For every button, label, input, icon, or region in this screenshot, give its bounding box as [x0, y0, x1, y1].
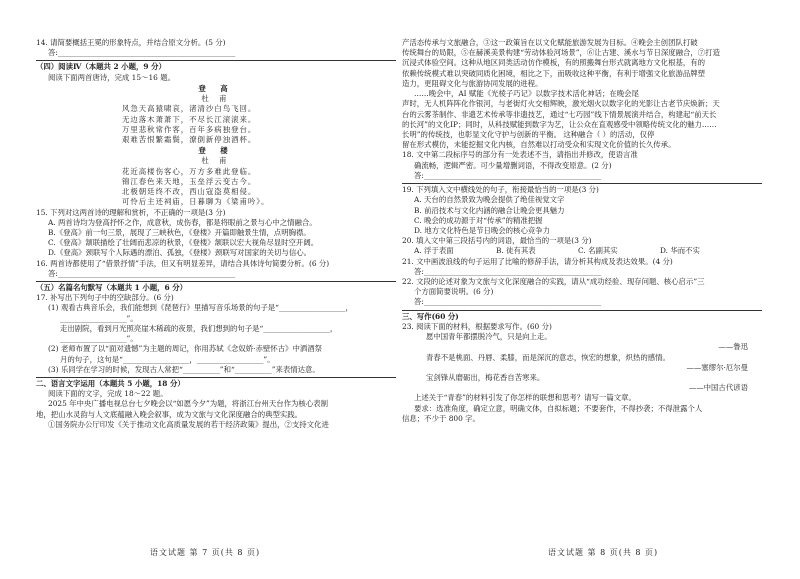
poem-author: 杜 甫: [201, 94, 231, 104]
passage-line: ……晚会中，AI 赋能《光棱子巧记》以数字技术活化神话；在晚会尾: [414, 89, 639, 99]
poem-author: 杜 甫: [201, 156, 231, 166]
passage-line: ①国务院办公厅印发《关于推动文化高质量发展的若干经济政策》提出，②支持文化进: [48, 419, 329, 429]
passage-line: 留在形式模仿，未能挖掘文化内核，自然难以打动受众和实现文化价值的长久传承。: [402, 140, 676, 150]
section-reading-4: （四）阅读Ⅳ（本题共 2 小题，9 分）: [36, 62, 166, 72]
q19-option-b: B. 前沿技术与文化内涵的融合让晚会更具魅力: [414, 205, 565, 215]
q17-part1-b: 走出剧院，看到月光照亮崖木稀疏的夜景，我们想到的句子是“__________________，: [60, 323, 338, 333]
reading-instruction: 阅读下面的文字，完成 18～22 题。: [48, 389, 168, 399]
section-writing: 三、写作(60 分): [402, 311, 459, 321]
q20-option-b: B. 徒有其表: [496, 246, 536, 256]
divider: [36, 60, 396, 61]
passage-line: 传统舞台的局限，⑤在赫溪美景构建“劳动体验河场景”，⑥让古建、溪水与节日深度融合，⑦打造: [402, 48, 720, 58]
divider: [402, 183, 762, 184]
divider: [36, 281, 396, 282]
q19-option-c: C. 晚会的成功源于对“传承”的精准把握: [414, 215, 543, 225]
q20-option-d: D. 华而不实: [660, 246, 700, 256]
poem-line: 艰难苦恨繁霜鬓，潦倒新停浊酒杯。: [122, 134, 257, 144]
right-page: [402, 38, 762, 424]
quote-source: ——塞缪尔·厄尔曼: [686, 362, 748, 372]
q17-part1-cont: __________________”。: [60, 313, 138, 323]
passage-line: 依赖传统模式难以突破同质化困境，相比之下，而吸收这种平衡，有利于增强文化旅游品牌塑: [402, 68, 706, 78]
q23-text: 23. 阅读下面的材料，根据要求写作。(60 分): [402, 321, 552, 331]
q22-text-cont: 个方面简要说明。(6 分): [414, 287, 494, 297]
q15-option-b: B.《登高》前一句三景，展现了三峡秋色，《登楼》开篇即触景生情，点明胸襟。: [48, 227, 311, 237]
answer-line: 答:________________________________________________: [414, 297, 602, 307]
quote-text: 宝剑锋从磨砺出，梅花香自苦寒来。: [426, 373, 545, 382]
quote-source: ——中国古代谚语: [688, 383, 748, 393]
answer-line: 答:________________________________________________: [48, 48, 236, 58]
quote-source: ——鲁迅: [718, 342, 748, 352]
left-page: [36, 38, 396, 430]
passage-line: 的长河”的文化IP；同时，从科技赋能到数字为艺，让公众在直观感受中领略传统文化的魅力……: [402, 119, 717, 129]
q17-text: 17. 补写出下列句子中的空缺部分。(6 分): [36, 293, 174, 303]
quote-text: 愿中国青年都摆脱冷气，只是向上走。: [426, 332, 552, 342]
q17-part2: (2) 老师布置了以“面对遗憾”为主题的周记，你用苏轼《念奴娇·赤壁怀古》中洒酒祭: [48, 344, 323, 354]
q17-part1: (1) 观看古典音乐会，我们能想到《琵琶行》里描写音乐场景的句子是“__________________，: [48, 303, 353, 313]
q20-option-a: A. 浮于表面: [414, 246, 454, 256]
poem-line: 北极朝廷终不改，西山寇盗莫相侵。: [122, 187, 257, 197]
q15-option-c: C.《登高》颔联描绘了壮阔而悲凉的秋景，《登楼》颔联以宏大视角尽显时空开阔。: [48, 238, 319, 248]
passage-line: 沉浸式体验空间。这种从地区同类活动仿作模板，有的照搬舞台形式就离地方文化根基，有的: [402, 58, 706, 68]
q14-text: 14. 请简要概括王冕的形象特点，并结合原文分析。(5 分): [36, 38, 226, 47]
page-footer-8: 语文试题 第 8 页(共 8 页): [548, 548, 659, 557]
q15-option-a: A. 两首诗均为登高抒怀之作，成意秋，成伤春，都是将眼前之景与心中之情融合。: [48, 217, 317, 227]
poem-line: 锦江春色来天地，玉垒浮云变古今。: [122, 176, 257, 186]
writing-prompt: 上述关于“青春”的材料引发了你怎样的联想和思考？请写一篇文章。: [414, 393, 636, 403]
q20-text: 20. 填入文中第三段括号内的词语，最恰当的一项是(3 分): [402, 236, 592, 246]
passage-line: 2025 年中央广播电视总台七夕晚会以“如愿今夕”为题，将浙江台州天台作为核心表制: [48, 399, 328, 409]
passage-line: 长明”的传统技，也彰显文化守护与创新的平衡。 这种融合（ ）的活动，仅停: [402, 129, 655, 139]
q19-option-a: A. 天台的自然景致为晚会提供了绝佳视觉文字: [414, 195, 565, 205]
poem-line: 花近高楼伤客心，万方多难此登临。: [122, 166, 257, 176]
passage-line: 地，把山水灵韵与人文底蕴融入晚会叙事，成为文旅与文化深度融合的典型实践。: [36, 409, 303, 419]
answer-line: 答:________________________________________________: [414, 266, 602, 276]
q19-text: 19. 下列填入文中横线处的句子，衔接最恰当的一项是(3 分): [402, 185, 599, 195]
q15-option-d: D.《登高》颈联写个人际遇的漂泊、孤独，《登楼》颈联写对国家的关切与信心。: [48, 248, 311, 258]
poem-line: 可怜后主还祠庙，日暮聊为《梁甫吟》。: [122, 197, 270, 207]
divider: [36, 377, 396, 378]
section-language-use: 二、语言文字运用（本题共 5 小题，18 分）: [36, 379, 185, 388]
passage-line: 产活态传承与文旅融合，③这一政策旨在以文化赋能旅游发展为目标。④晚会主创团队打破: [402, 38, 698, 47]
passage-line: 台的云雾茶制作、非遗艺术传承等非遗技艺，通过“七巧园”线下情景展演并结合，构建起“前天长: [402, 109, 717, 119]
q21-text: 21. 文中画波浪线的句子运用了比喻的修辞手法，请分析其构成及表达效果。(4 分): [402, 256, 673, 266]
writing-requirements: 要求：选准角度，确定立意，明确文体，自拟标题；不要套作，不得抄袭；不得泄露个人: [414, 403, 703, 413]
q20-option-c: C. 名副其实: [578, 246, 618, 256]
q17-part3: (3) 乐同学在学习的时候，发现古人常把“__________”和“__________”来表情达意。: [48, 364, 320, 374]
answer-line: 答:________________________________________________: [48, 268, 236, 278]
poem-line: 无边落木萧萧下，不尽长江滚滚来。: [122, 114, 257, 124]
writing-requirements-cont: 信息；不少于 800 字。: [402, 413, 480, 423]
quote-text: 青春不是桃面、丹唇、柔膝，而是深沉的意志，恢宏的想象，炽热的感情。: [426, 352, 670, 362]
passage-line: 造力，更阻碍文化与旅游协同发展的进程。: [402, 78, 543, 88]
q19-option-d: D. 地方文化特色是节日晚会的核心竞争力: [414, 225, 551, 235]
passage-line: 声时，无人机阵阵化作银河，与老街灯火交相辉映，激光烟火以数字化的光影让古老节庆焕新；天: [402, 99, 720, 109]
poem-line: 万里悲秋常作客，百年多病独登台。: [122, 124, 257, 134]
q18-text-cont: 确流畅，逻辑严密。可少量增删词语，不得改变原意。(2 分): [414, 160, 612, 170]
page-footer-7: 语文试题 第 7 页(共 8 页): [150, 548, 261, 557]
q16-text: 16. 两首诗都使用了“借景抒情”手法，但又有明显差异，请结合具体诗句简要分析。(6 分): [36, 258, 330, 268]
q20-options: [402, 246, 762, 256]
q15-text: 15. 下列对这两首诗的理解和赏析，不正确的一项是(3 分): [36, 207, 226, 217]
section-recitation: （五）名篇名句默写（本题共 1 小题，6 分）: [36, 283, 188, 293]
q22-text: 22. 文段的论述对象为文旅与文化深度融合的实践，请从“成功经验、现存问题、核心启示”三: [402, 277, 705, 287]
poem-title-denggao: 登 高: [198, 83, 234, 93]
answer-line: 答:________________________________________________: [414, 170, 602, 180]
reading-instruction: 阅读下面两首唐诗，完成 15～16 题。: [48, 72, 175, 82]
poem-line: 风急天高猿啸哀，渚清沙白鸟飞回。: [122, 104, 257, 114]
q18-text: 18. 文中第二段标序号的部分有一处表述不当，请指出并修改，使语言准: [402, 150, 638, 160]
divider: [402, 310, 762, 311]
poem-title-denglou: 登 楼: [198, 146, 234, 156]
q17-part2-cont: 月的句子，这句是“__________________，__________________”。: [60, 354, 275, 364]
q17-part1-b-cont: __________________”。: [60, 334, 138, 344]
